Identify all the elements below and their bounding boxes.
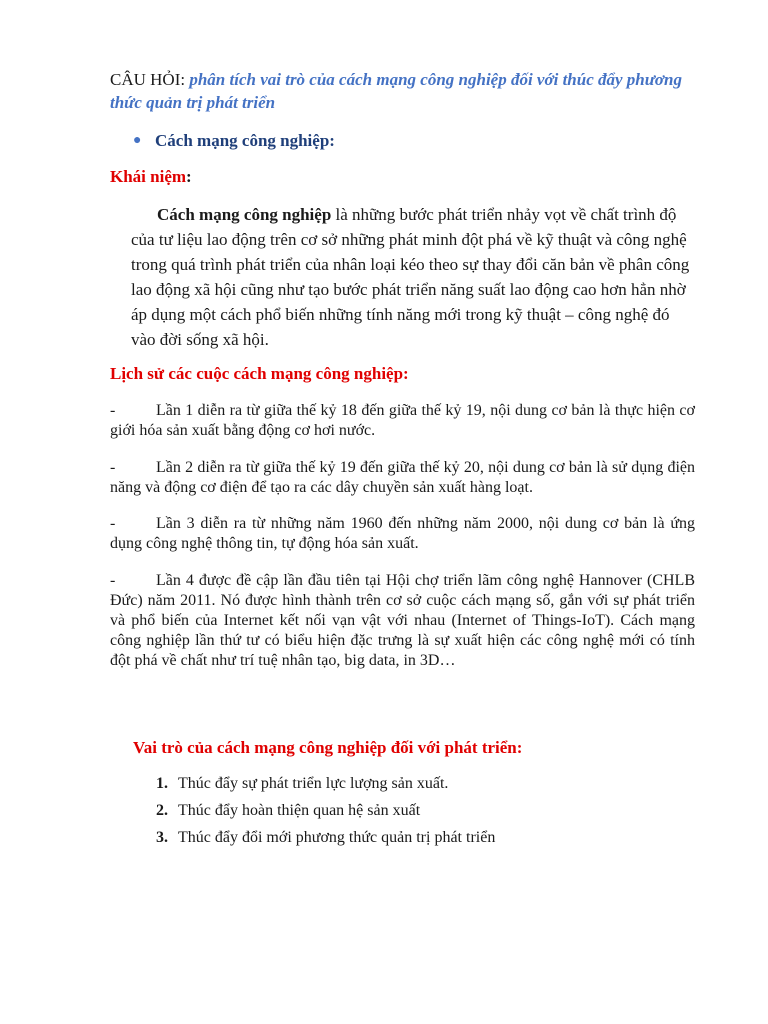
list-item: [156, 826, 495, 853]
list-item-text: Thúc đẩy đổi mới phương thức quản trị phát triển: [178, 829, 496, 846]
question-prefix: CÂU HỎI:: [110, 70, 190, 89]
bullet-text: Cách mạng công nghiệp:: [155, 131, 335, 150]
list-item-text: Thúc đẩy sự phát triển lực lượng sản xuất.: [178, 775, 449, 792]
heading-lich-su: Lịch sử các cuộc cách mạng công nghiệp:: [110, 364, 409, 383]
dash-marker: -: [110, 402, 116, 419]
bullet-dot-icon: ●: [133, 133, 142, 148]
heading-vai-tro: Vai trò của cách mạng công nghiệp đối với phát triển:: [133, 738, 523, 757]
list-number: 1.: [156, 775, 168, 792]
history-item: [110, 458, 695, 498]
history-item-text: Lần 3 diễn ra từ những năm 1960 đến những năm 2000, nội dung cơ bản là ứng dụng công nghệ thông tin, tự động hóa sản xuất.: [110, 515, 695, 552]
list-item-text: Thúc đẩy hoàn thiện quan hệ sản xuất: [178, 802, 421, 819]
history-item: [110, 514, 695, 554]
list-item: [156, 799, 495, 826]
history-item: [110, 571, 695, 671]
history-item: [110, 401, 695, 441]
dash-marker: -: [110, 459, 116, 476]
concept-paragraph: [131, 202, 691, 352]
question-text: phân tích vai trò của cách mạng công nghiệp đối với thúc đẩy phương thức quản trị phát triển: [110, 70, 683, 112]
dash-marker: -: [110, 515, 116, 532]
history-item-text: Lần 4 được đề cập lần đầu tiên tại Hội chợ triển lãm công nghệ Hannover (CHLB Đức) năm 2011. Nó được hình thành trên cơ sở cuộc cách mạng số, gắn với sự phát triển và phổ biến của Internet kết nối vạn vật với nhau (Internet of Things-IoT). Cách mạng công nghiệp lần thứ tư có biểu hiện đặc trưng là sự xuất hiện các công nghệ mới có tính đột phá về chất như trí tuệ nhân tạo, big data, in 3D…: [110, 572, 695, 669]
heading-khai-niem-colon: :: [186, 167, 192, 186]
list-number: 3.: [156, 829, 168, 846]
history-item-text: Lần 2 diễn ra từ giữa thế kỷ 19 đến giữa thế kỷ 20, nội dung cơ bản là sử dụng điện năng và động cơ điện để tạo ra các dây chuyền sản xuất hàng loạt.: [110, 459, 695, 496]
dash-marker: -: [110, 572, 116, 589]
concept-term: Cách mạng công nghiệp: [157, 205, 332, 224]
history-item-text: Lần 1 diễn ra từ giữa thế kỷ 18 đến giữa thế kỷ 19, nội dung cơ bản là thực hiện cơ giới hóa sản xuất bằng động cơ hơi nước.: [110, 402, 695, 439]
list-number: 2.: [156, 802, 168, 819]
heading-khai-niem: [110, 167, 192, 187]
concept-body: là những bước phát triển nhảy vọt về chất trình độ của tư liệu lao động trên cơ sở những phát minh đột phá về kỹ thuật và công nghệ trong quá trình phát triển của nhân loại kéo theo sự thay đổi căn bản về phân công lao động xã hội cũng như tạo bước phát triển năng suất lao động cao hơn hẳn nhờ áp dụng một cách phổ biến những tính năng mới trong kỹ thuật – công nghệ đó vào đời sống xã hội.: [131, 205, 690, 349]
heading-khai-niem-text: Khái niệm: [110, 167, 187, 186]
question: [110, 68, 710, 114]
list-item: [156, 772, 495, 799]
role-list: [156, 772, 495, 853]
section-bullet: [133, 131, 335, 151]
